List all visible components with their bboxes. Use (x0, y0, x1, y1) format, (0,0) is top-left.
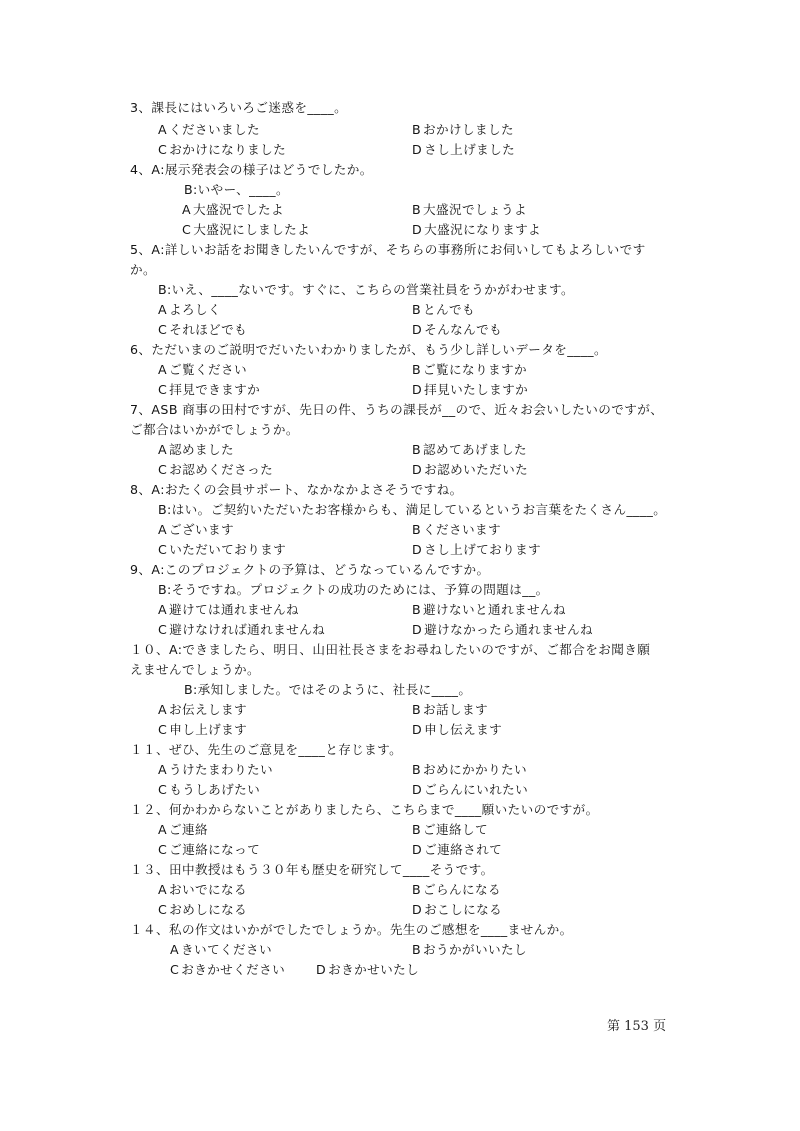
question-number: １２、 (130, 802, 169, 817)
question-6-stem (130, 482, 463, 498)
option-d (412, 622, 593, 638)
option-letter: D (412, 542, 423, 557)
option-c (182, 222, 310, 238)
option-letter: D (316, 962, 327, 977)
question-number: 5、 (130, 242, 152, 257)
option-b (412, 362, 527, 378)
option-letter: D (412, 382, 423, 397)
option-text: くださいます (423, 522, 502, 537)
option-c (158, 142, 286, 158)
option-letter: C (170, 962, 180, 977)
option-c (158, 542, 286, 558)
question-number: １４、 (130, 922, 169, 937)
option-letter: B (412, 882, 422, 897)
question-reply: B:いえ、____ないです。すぐに、こちらの営業社員をうかがわせます。 (158, 282, 575, 297)
question-number: １１、 (130, 742, 169, 757)
page-number: 第 153 页 (607, 1019, 667, 1034)
option-letter: D (412, 462, 423, 477)
option-c (158, 322, 247, 338)
option-text: よろしく (169, 302, 221, 317)
option-text: ご連絡されて (424, 842, 503, 857)
option-letter: D (412, 782, 423, 797)
option-a (158, 302, 221, 318)
option-d (412, 842, 502, 858)
option-d (316, 962, 419, 978)
question-1-stem (130, 100, 347, 116)
option-text: おめしになる (169, 902, 248, 917)
option-d (412, 722, 502, 738)
option-text: 大盛況でしょうよ (423, 202, 527, 217)
option-letter: A (158, 362, 168, 377)
option-letter: A (158, 822, 168, 837)
option-text: さし上げております (424, 542, 542, 557)
option-letter: A (158, 442, 168, 457)
option-text: 申し上げます (169, 722, 248, 737)
option-b (412, 602, 566, 618)
option-text: ご連絡 (169, 822, 208, 837)
option-a (158, 882, 247, 898)
option-d (412, 322, 502, 338)
question-stem-cont: えませんでしょうか。 (130, 662, 260, 677)
option-a (182, 202, 284, 218)
option-text: お伝えします (169, 702, 247, 717)
option-text: おめにかかりたい (423, 762, 527, 777)
option-text: おいでになる (169, 882, 247, 897)
option-letter: C (158, 782, 168, 797)
question-stem: ASB 商事の田村ですが、先日の件、うちの課長が__ので、近々お会いしたいのですが、 (151, 402, 664, 417)
option-text: 避けては通れませんね (169, 602, 299, 617)
option-letter: C (158, 142, 168, 157)
question-reply: B:はい。ご契約いただいたお客様からも、満足しているというお言葉をたくさん____。 (158, 502, 667, 517)
option-text: お認めくださった (169, 462, 274, 477)
option-a (158, 522, 234, 538)
option-text: 認めました (169, 442, 234, 457)
option-letter: C (158, 322, 168, 337)
option-b (412, 702, 488, 718)
option-letter: D (412, 902, 423, 917)
option-text: 大盛況になりますよ (424, 222, 542, 237)
option-text: そんなんでも (424, 322, 503, 337)
option-text: おきかせください (181, 962, 286, 977)
option-text: ごらんになる (423, 882, 502, 897)
question-number: 4、 (130, 162, 152, 177)
question-stem: ただいまのご説明でだいたいわかりましたが、もう少し詳しいデータを____。 (151, 342, 608, 357)
option-b (412, 202, 527, 218)
option-text: 認めてあげました (423, 442, 527, 457)
option-text: 拝見できますか (169, 382, 261, 397)
option-c (158, 842, 260, 858)
option-text: ございます (169, 522, 234, 537)
option-text: おかけしました (423, 122, 515, 137)
option-text: さし上げました (424, 142, 516, 157)
question-2-stem (130, 162, 373, 178)
question-stem: A:詳しいお話をお聞きしたいんですが、そちらの事務所にお伺いしてもよろしいです (151, 242, 646, 257)
option-d (412, 902, 502, 918)
question-12-stem (130, 922, 573, 938)
option-text: おきかせいたし (328, 962, 420, 977)
option-letter: C (158, 542, 168, 557)
option-text: ごらんにいれたい (424, 782, 529, 797)
option-c (158, 382, 260, 398)
option-text: 避けなかったら通れませんね (424, 622, 594, 637)
question-7-stem (130, 562, 489, 578)
question-4-stem (130, 342, 607, 358)
question-9-stem (130, 742, 402, 758)
question-number: 3、 (130, 100, 152, 115)
option-letter: D (412, 722, 423, 737)
question-8-stem (130, 642, 650, 658)
option-letter: A (170, 942, 180, 957)
question-stem: A:展示発表会の様子はどうでしたか。 (151, 162, 373, 177)
option-letter: D (412, 322, 423, 337)
option-letter: B (412, 362, 422, 377)
option-c (170, 962, 285, 978)
question-stem: 何かわからないことがありましたら、こちらまで____願いたいのですが。 (168, 802, 599, 817)
option-text: ご連絡になって (169, 842, 261, 857)
option-letter: B (412, 122, 422, 137)
question-number: １０、 (130, 642, 169, 657)
option-b (412, 122, 514, 138)
option-c (158, 462, 273, 478)
option-letter: C (158, 842, 168, 857)
option-a (158, 122, 260, 138)
option-a (158, 442, 234, 458)
question-stem-cont: ご都合はいかがでしょうか。 (130, 422, 299, 437)
option-text: それほどでも (169, 322, 248, 337)
question-stem-cont: か。 (130, 262, 156, 277)
option-letter: A (158, 302, 168, 317)
option-text: お認めいただいた (424, 462, 529, 477)
option-text: とんでも (423, 302, 476, 317)
question-stem: 私の作文はいかがでしたでしょうか。先生のご感想を____ませんか。 (168, 922, 573, 937)
option-b (412, 302, 475, 318)
option-d (412, 222, 541, 238)
option-b (412, 822, 488, 838)
option-letter: A (158, 702, 168, 717)
option-letter: A (158, 762, 168, 777)
question-8-stem-cont (130, 662, 260, 678)
question-11-stem (130, 862, 494, 878)
option-b (412, 882, 501, 898)
question-reply: B:そうですね。プロジェクトの成功のためには、予算の問題は__。 (158, 582, 549, 597)
question-5-stem-cont (130, 422, 299, 438)
option-letter: C (182, 222, 192, 237)
option-a (158, 702, 247, 718)
option-a (170, 942, 272, 958)
option-letter: D (412, 622, 423, 637)
option-d (412, 142, 515, 158)
option-text: おかけになりました (169, 142, 287, 157)
option-a (158, 602, 299, 618)
option-b (412, 522, 501, 538)
question-3-reply (158, 282, 574, 298)
option-text: お話します (423, 702, 489, 717)
option-letter: A (158, 122, 168, 137)
option-text: うけたまわりたい (169, 762, 273, 777)
option-letter: D (412, 842, 423, 857)
option-letter: B (412, 702, 422, 717)
option-b (412, 942, 527, 958)
option-a (158, 362, 247, 378)
option-letter: B (412, 302, 422, 317)
option-letter: B (412, 442, 422, 457)
option-letter: C (158, 902, 168, 917)
option-text: 大盛況にしましたよ (193, 222, 311, 237)
option-a (158, 822, 208, 838)
option-text: ご覧ください (169, 362, 247, 377)
option-d (412, 542, 541, 558)
option-d (412, 462, 528, 478)
question-stem: 課長にはいろいろご迷惑を____。 (151, 100, 348, 115)
question-6-reply (158, 502, 666, 518)
question-3-stem (130, 242, 646, 258)
option-text: 避けなければ通れませんね (169, 622, 326, 637)
option-b (412, 762, 527, 778)
question-number: １３、 (130, 862, 169, 877)
question-number: 8、 (130, 482, 152, 497)
option-c (158, 902, 247, 918)
option-letter: A (158, 522, 168, 537)
option-text: もうしあげたい (169, 782, 261, 797)
option-c (158, 722, 247, 738)
option-text: くださいました (169, 122, 260, 137)
question-8-reply (184, 682, 471, 698)
question-number: 7、 (130, 402, 152, 417)
option-c (158, 782, 260, 798)
option-text: おこしになる (424, 902, 503, 917)
option-letter: B (412, 942, 422, 957)
option-text: いただいております (169, 542, 287, 557)
question-2-reply (184, 182, 289, 198)
question-10-stem (130, 802, 599, 818)
option-d (412, 382, 528, 398)
option-letter: B (412, 762, 422, 777)
question-reply: B:いやー、____。 (184, 182, 289, 197)
question-number: 9、 (130, 562, 152, 577)
question-3-stem-cont (130, 262, 156, 278)
option-letter: A (158, 602, 168, 617)
option-text: 申し伝えます (424, 722, 503, 737)
option-c (158, 622, 325, 638)
option-letter: B (412, 602, 422, 617)
option-letter: C (158, 382, 168, 397)
question-stem: A:このプロジェクトの予算は、どうなっているんですか。 (151, 562, 490, 577)
option-text: きいてください (181, 942, 272, 957)
option-a (158, 762, 273, 778)
option-d (412, 782, 528, 798)
question-reply: B:承知しました。ではそのように、社長に____。 (184, 682, 472, 697)
option-letter: B (412, 522, 422, 537)
question-stem: 田中教授はもう３０年も歴史を研究して____そうです。 (168, 862, 494, 877)
option-b (412, 442, 527, 458)
option-letter: B (412, 202, 422, 217)
option-letter: C (158, 722, 168, 737)
question-number: 6、 (130, 342, 152, 357)
option-letter: A (158, 882, 168, 897)
question-5-stem (130, 402, 663, 418)
option-text: 拝見いたしますか (424, 382, 529, 397)
option-text: おうかがいいたし (423, 942, 527, 957)
option-text: 大盛況でしたよ (193, 202, 284, 217)
question-stem: A:おたくの会員サポート、なかなかよさそうですね。 (151, 482, 463, 497)
question-stem: A:できましたら、明日、山田社長さまをお尋ねしたいのですが、ご都合をお聞き願 (168, 642, 651, 657)
question-7-reply (158, 582, 549, 598)
option-text: ご覧になりますか (423, 362, 527, 377)
option-letter: C (158, 622, 168, 637)
option-letter: C (158, 462, 168, 477)
option-text: 避けないと通れませんね (423, 602, 566, 617)
option-letter: D (412, 142, 423, 157)
question-stem: ぜひ、先生のご意見を____と存じます。 (168, 742, 403, 757)
option-text: ご連絡して (423, 822, 489, 837)
option-letter: D (412, 222, 423, 237)
option-letter: B (412, 822, 422, 837)
option-letter: A (182, 202, 192, 217)
